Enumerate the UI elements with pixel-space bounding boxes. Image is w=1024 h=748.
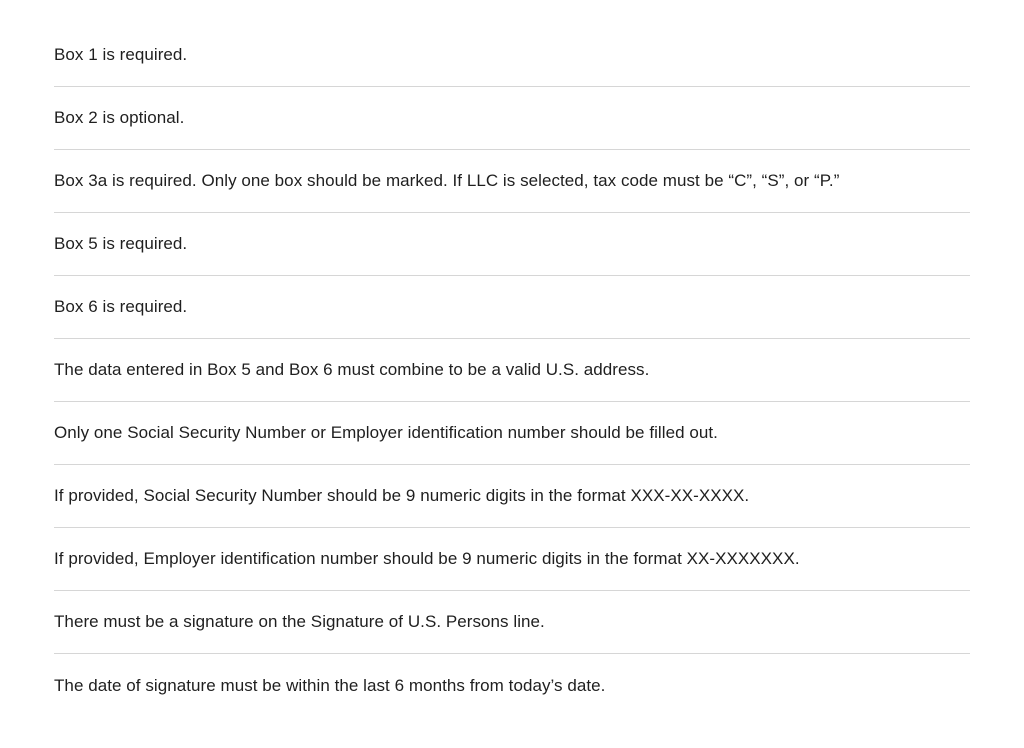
validation-rules-list: [54, 24, 970, 717]
list-item: Box 3a is required. Only one box should be marked. If LLC is selected, tax code must be “C”, “S”, or “P.”: [54, 150, 970, 213]
list-item: Only one Social Security Number or Employer identification number should be filled out.: [54, 402, 970, 465]
list-item: Box 1 is required.: [54, 24, 970, 87]
list-item: If provided, Social Security Number should be 9 numeric digits in the format XXX-XX-XXXX.: [54, 465, 970, 528]
list-item: Box 5 is required.: [54, 213, 970, 276]
list-item: If provided, Employer identification number should be 9 numeric digits in the format XX-XXXXXXX.: [54, 528, 970, 591]
list-item: The date of signature must be within the last 6 months from today’s date.: [54, 675, 606, 695]
list-item: There must be a signature on the Signature of U.S. Persons line.: [54, 591, 970, 654]
list-item: Box 6 is required.: [54, 276, 970, 339]
list-item: Box 2 is optional.: [54, 87, 970, 150]
list-item: The data entered in Box 5 and Box 6 must combine to be a valid U.S. address.: [54, 339, 970, 402]
